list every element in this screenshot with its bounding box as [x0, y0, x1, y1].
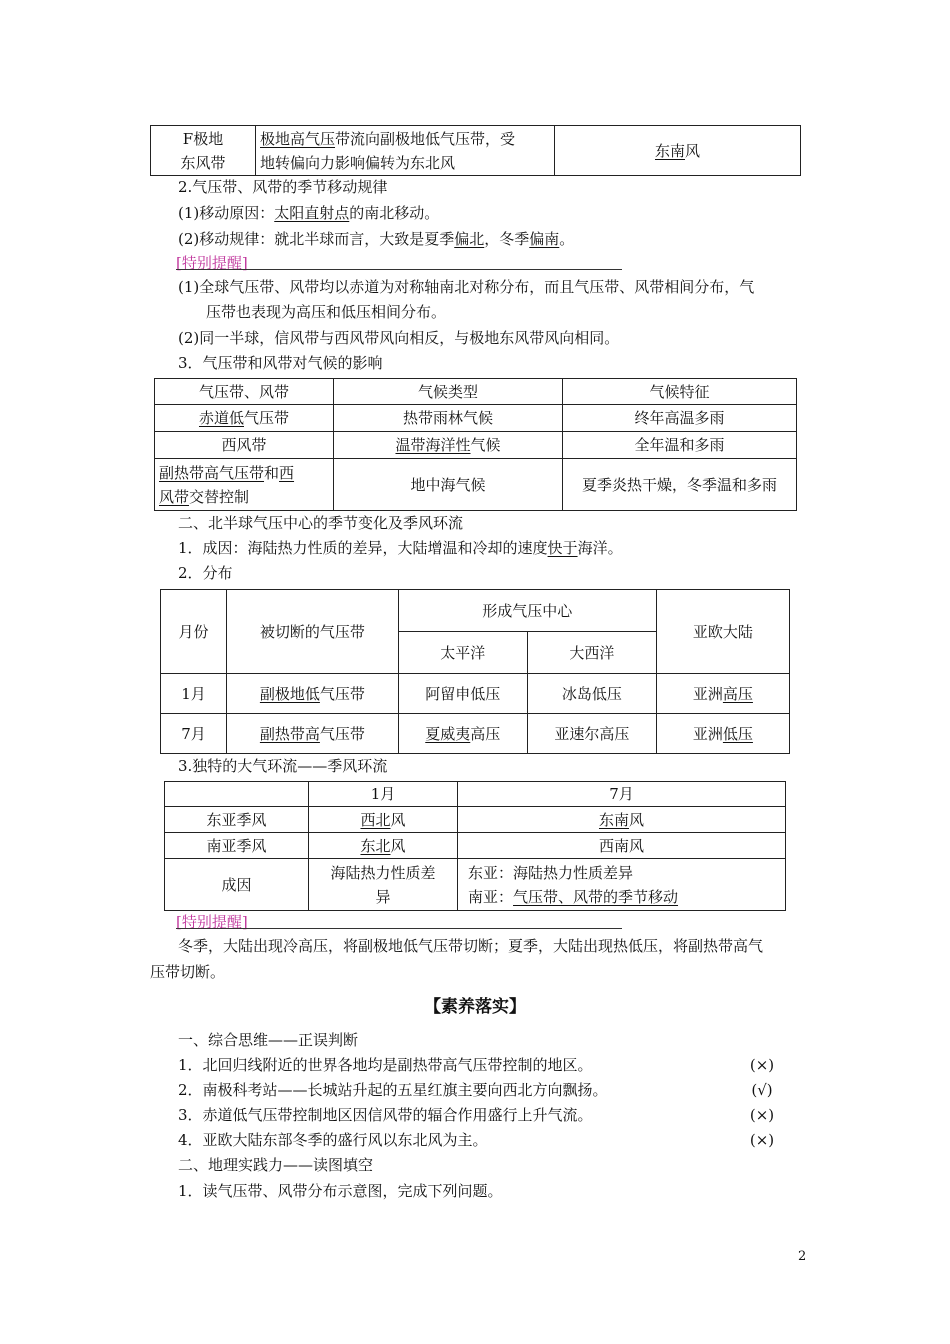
cell-text: F极地 [182, 129, 224, 148]
underlined-answer: 副热带高 [259, 724, 320, 743]
text: 1．成因：海陆热力性质的差异，大陆增温和冷却的速度 [178, 539, 548, 557]
text: 风 [390, 836, 406, 855]
text: 海洋。 [577, 539, 623, 557]
header-cell: 气压带、风带 [155, 379, 334, 405]
table-cell: 西风带 [155, 432, 334, 459]
table-cell [309, 807, 458, 833]
underlined-answer: 温带海洋性 [395, 436, 471, 454]
answer-mark: (×) [749, 1106, 775, 1124]
underlined-answer: 东南 [654, 141, 685, 160]
text: 风 [629, 810, 645, 829]
underlined-answer: 副热带高气压带 [159, 463, 265, 482]
pressure-center-table [160, 589, 790, 754]
cell-text: 风 [685, 141, 701, 160]
paragraph: 压带也表现为高压和低压相间分布。 [206, 303, 447, 321]
text: 气压带 [319, 684, 365, 703]
literacy-heading: 【素养落实】 [424, 997, 526, 1017]
wind-belt-cell [151, 126, 256, 176]
table-cell: 夏季炎热干燥，冬季温和多雨 [563, 459, 797, 511]
header-cell: 形成气压中心 [398, 590, 656, 632]
reminder-divider [176, 928, 622, 929]
header-cell: 7月 [458, 782, 786, 807]
header-cell: 气候类型 [334, 379, 563, 405]
text: ，冬季 [484, 230, 530, 248]
question: 1．北回归线附近的世界各地均是副热带高气压带控制的地区。 [178, 1056, 593, 1074]
answer-mark: (×) [749, 1131, 775, 1149]
table-cell: 成因 [165, 859, 309, 911]
header-cell: 月份 [161, 590, 227, 674]
table-cell [334, 432, 563, 459]
text: 亚洲 [692, 684, 723, 703]
table-cell [227, 714, 399, 754]
special-reminder-label: [特别提醒] [176, 254, 248, 272]
text: 交替控制 [189, 487, 250, 506]
table-cell: 阿留申低压 [398, 674, 527, 714]
underlined-answer: 极地高气压 [260, 129, 336, 148]
text: 异 [375, 887, 391, 906]
underlined-answer: 西 [279, 463, 295, 482]
section-heading: 2.气压带、风带的季节移动规律 [178, 178, 388, 196]
question: 2．南极科考站——长城站升起的五星红旗主要向西北方向飘扬。 [178, 1081, 608, 1099]
text: 气候 [470, 436, 501, 454]
underlined-answer: 赤道低 [198, 409, 244, 427]
paragraph: (1)全球气压带、风带均以赤道为对称轴南北对称分布，而且气压带、风带相间分布，气 [178, 278, 755, 296]
special-reminder-label: [特别提醒] [176, 913, 248, 931]
underlined-answer: 副极地低 [259, 684, 320, 703]
table-cell [656, 674, 789, 714]
section-heading: 3．气压带和风带对气候的影响 [178, 354, 383, 372]
text: 和 [264, 463, 280, 482]
table-cell [656, 714, 789, 754]
table-cell: 西南风 [458, 833, 786, 859]
header-cell: 1月 [309, 782, 458, 807]
question: 4．亚欧大陆东部冬季的盛行风以东北风为主。 [178, 1131, 488, 1149]
page-number: 2 [798, 1249, 807, 1264]
table-cell [398, 714, 527, 754]
table-cell [309, 833, 458, 859]
question: 1．读气压带、风带分布示意图，完成下列问题。 [178, 1182, 503, 1200]
answer-mark: (×) [749, 1056, 775, 1074]
underlined-answer: 气压带、风带的季节移动 [513, 887, 679, 906]
underlined-answer: 夏威夷 [425, 724, 471, 743]
table-cell [458, 807, 786, 833]
table-cell [155, 459, 334, 511]
wind-description-cell [256, 126, 555, 176]
monsoon-table [164, 781, 786, 911]
text: (2)移动规律：就北半球而言，大致是夏季 [178, 230, 455, 248]
header-cell: 气候特征 [563, 379, 797, 405]
table-cell [155, 405, 334, 432]
question: 3．赤道低气压带控制地区因信风带的辐合作用盛行上升气流。 [178, 1106, 593, 1124]
paragraph: 压带切断。 [150, 963, 226, 981]
section-heading: 一、综合思维——正误判断 [178, 1031, 359, 1049]
table-cell: 7月 [161, 714, 227, 754]
underlined-answer: 偏南 [529, 230, 560, 248]
header-cell: 大西洋 [527, 632, 656, 674]
table-cell: 南亚季风 [165, 833, 309, 859]
underlined-answer: 低压 [722, 724, 753, 743]
paragraph [178, 229, 574, 249]
section-heading: 二、北半球气压中心的季节变化及季风环流 [178, 514, 464, 532]
text: 气压带 [244, 409, 290, 427]
underlined-answer: 西北 [360, 810, 391, 829]
table-cell [458, 859, 786, 911]
text: 风 [390, 810, 406, 829]
table-cell: 热带雨林气候 [334, 405, 563, 432]
table-cell [309, 859, 458, 911]
section-heading: 3.独特的大气环流——季风环流 [178, 757, 388, 775]
paragraph [178, 538, 623, 558]
answer-mark: (√) [751, 1081, 773, 1099]
cell-text: 地转偏向力影响偏转为东北风 [260, 153, 456, 172]
cell-text: 东风带 [180, 153, 226, 172]
climate-influence-table [154, 378, 797, 511]
paragraph: 冬季，大陆出现冷高压，将副极地低气压带切断；夏季，大陆出现热低压，将副热带高气 [178, 937, 764, 955]
underlined-answer: 太阳直射点 [274, 204, 350, 222]
text: 。 [559, 230, 575, 248]
text: 的南北移动。 [349, 204, 440, 222]
cell-text: 带流向副极地低气压带，受 [335, 129, 516, 148]
table-cell: 地中海气候 [334, 459, 563, 511]
text: 亚洲 [692, 724, 723, 743]
underlined-answer: 快于 [547, 539, 578, 557]
text: 南亚： [468, 887, 514, 906]
text: (1)移动原因： [178, 204, 275, 222]
table-cell: 冰岛低压 [527, 674, 656, 714]
text: 海陆热力性质差 [330, 863, 436, 882]
underlined-answer: 高压 [722, 684, 753, 703]
paragraph [178, 203, 439, 223]
top-wind-table [150, 125, 801, 176]
table-cell: 全年温和多雨 [563, 432, 797, 459]
underlined-answer: 风带 [159, 487, 190, 506]
header-cell [165, 782, 309, 807]
section-heading: 二、地理实践力——读图填空 [178, 1156, 374, 1174]
underlined-answer: 东南 [598, 810, 629, 829]
header-cell: 太平洋 [398, 632, 527, 674]
header-cell: 亚欧大陆 [656, 590, 789, 674]
text: 东亚：海陆热力性质差异 [468, 863, 634, 882]
paragraph: 2．分布 [178, 564, 233, 582]
table-cell: 东亚季风 [165, 807, 309, 833]
paragraph: (2)同一半球，信风带与西风带风向相反，与极地东风带风向相同。 [178, 329, 620, 347]
text: 气压带 [319, 724, 365, 743]
underlined-answer: 东北 [360, 836, 391, 855]
table-cell: 亚速尔高压 [527, 714, 656, 754]
header-cell: 被切断的气压带 [227, 590, 399, 674]
wind-direction-cell [555, 126, 801, 176]
table-cell: 1月 [161, 674, 227, 714]
table-cell [227, 674, 399, 714]
text: 高压 [470, 724, 501, 743]
reminder-divider [176, 269, 622, 270]
table-cell: 终年高温多雨 [563, 405, 797, 432]
underlined-answer: 偏北 [454, 230, 485, 248]
